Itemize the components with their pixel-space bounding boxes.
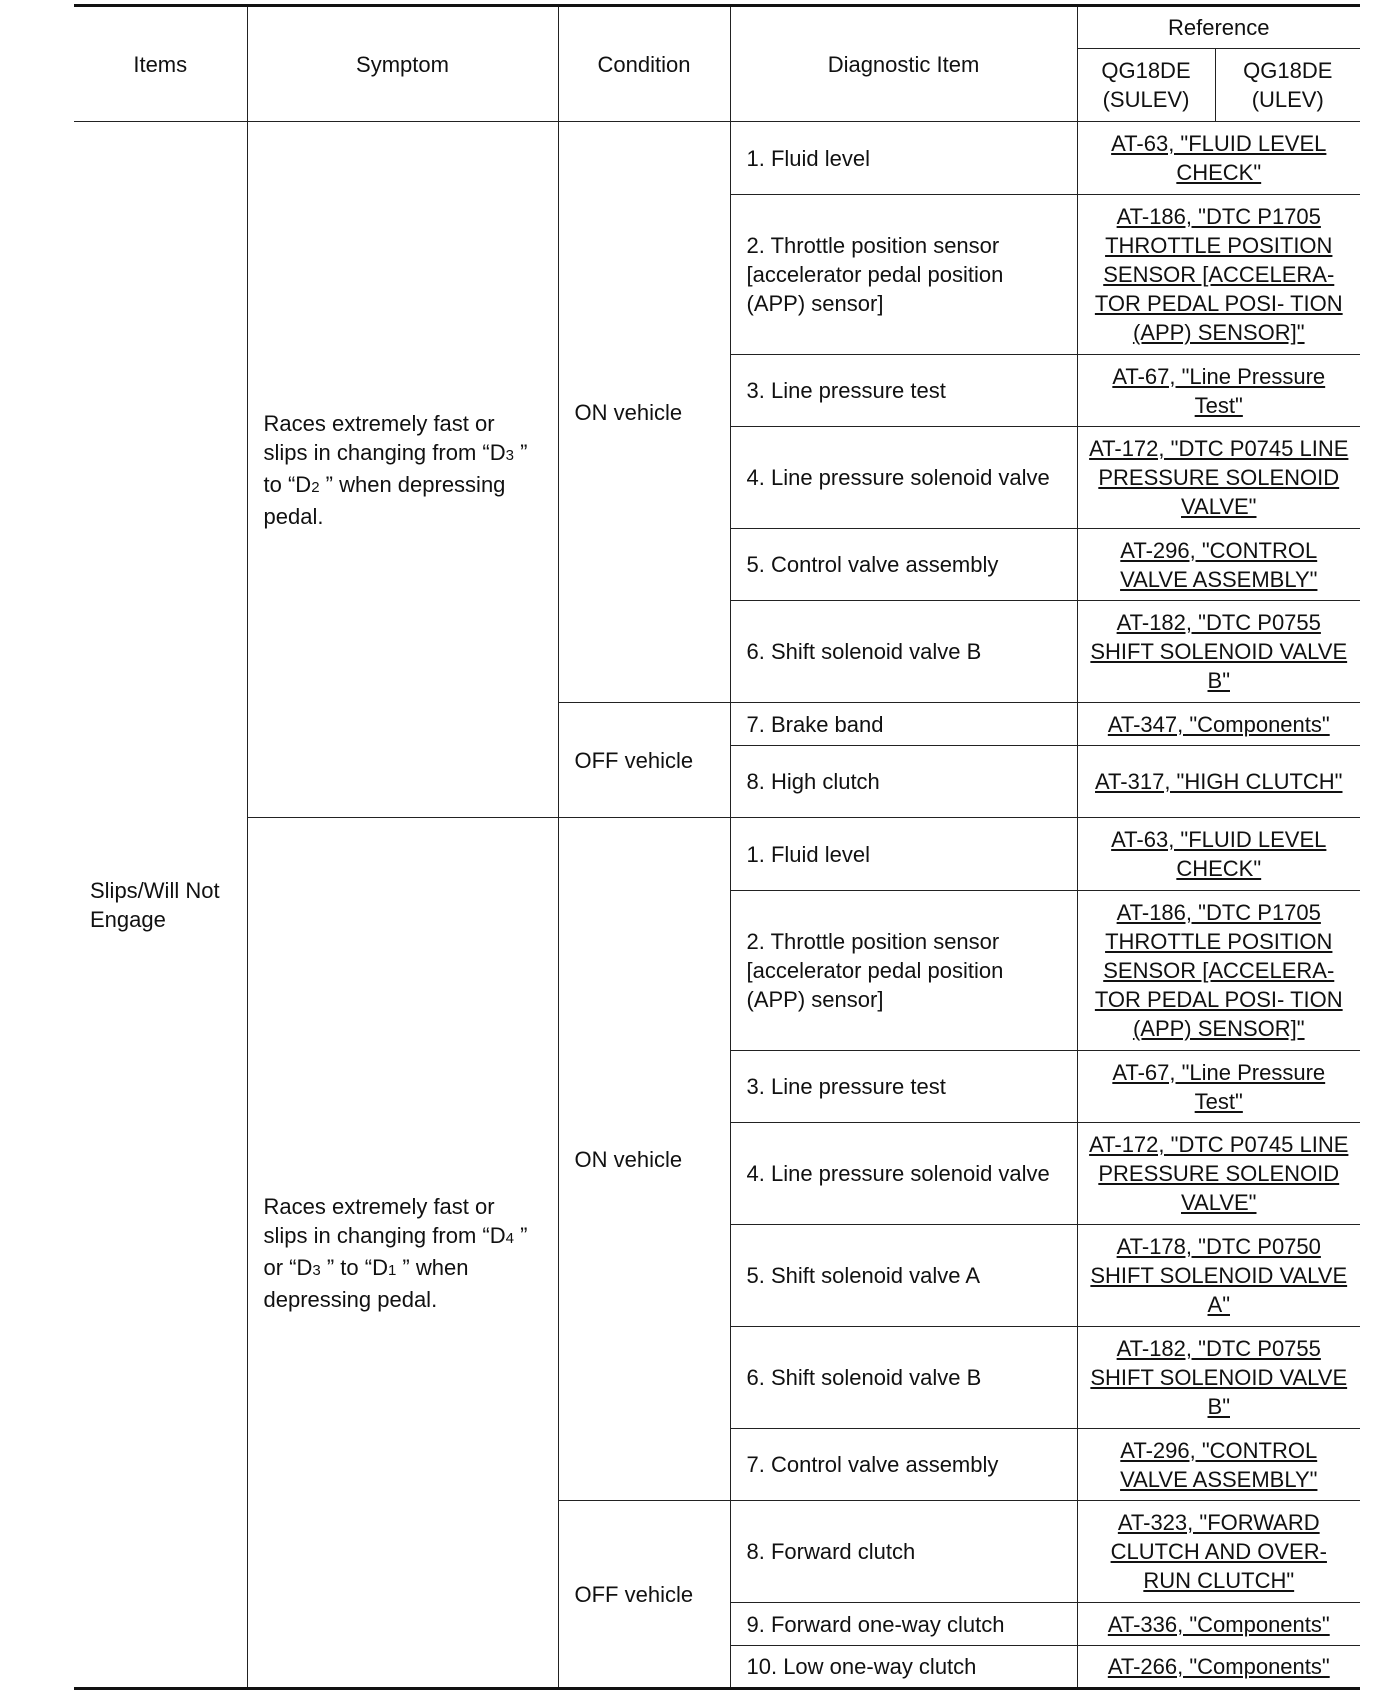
diagnostic-item: 3. Line pressure test — [730, 355, 1077, 427]
diagnostic-item: 2. Throttle position sensor [accelerator pedal position (APP) sensor] — [730, 891, 1077, 1051]
diagnostic-item: 9. Forward one-way clutch — [730, 1603, 1077, 1646]
condition-on-vehicle-2: ON vehicle — [558, 818, 730, 1501]
header-ulev: QG18DE (ULEV) — [1215, 49, 1360, 122]
diagnostic-item: 4. Line pressure solenoid valve — [730, 1123, 1077, 1225]
diagnostic-item: 5. Control valve assembly — [730, 529, 1077, 601]
reference-link[interactable]: AT-186, "DTC P1705 THROTTLE POSITION SENSOR [ACCELERA- TOR PEDAL POSI- TION (APP) SENSOR]" — [1077, 891, 1360, 1051]
diagnostic-item: 1. Fluid level — [730, 818, 1077, 891]
reference-link[interactable]: AT-182, "DTC P0755 SHIFT SOLENOID VALVE B" — [1077, 1327, 1360, 1429]
reference-link[interactable]: AT-172, "DTC P0745 LINE PRESSURE SOLENOID VALVE" — [1077, 1123, 1360, 1225]
reference-link[interactable]: AT-266, "Components" — [1077, 1646, 1360, 1689]
diagnostic-item: 6. Shift solenoid valve B — [730, 601, 1077, 703]
header-symptom: Symptom — [247, 6, 558, 122]
diagnostic-item: 10. Low one-way clutch — [730, 1646, 1077, 1689]
condition-off-vehicle-1: OFF vehicle — [558, 703, 730, 818]
diagnostic-item: 8. High clutch — [730, 746, 1077, 818]
diagnosis-table — [74, 4, 1360, 1690]
diagnostic-item: 6. Shift solenoid valve B — [730, 1327, 1077, 1429]
reference-link[interactable]: AT-186, "DTC P1705 THROTTLE POSITION SENSOR [ACCELERA- TOR PEDAL POSI- TION (APP) SENSOR]" — [1077, 195, 1360, 355]
reference-link[interactable]: AT-67, "Line Pressure Test" — [1077, 355, 1360, 427]
symptom-group-1: Races extremely fast or slips in changing from “D3 ” to “D2 ” when depressing pedal. — [247, 122, 558, 818]
header-diagnostic-item: Diagnostic Item — [730, 6, 1077, 122]
header-items: Items — [74, 6, 247, 122]
reference-link[interactable]: AT-172, "DTC P0745 LINE PRESSURE SOLENOID VALVE" — [1077, 427, 1360, 529]
reference-link[interactable]: AT-317, "HIGH CLUTCH" — [1077, 746, 1360, 818]
reference-link[interactable]: AT-182, "DTC P0755 SHIFT SOLENOID VALVE B" — [1077, 601, 1360, 703]
diagnostic-item: 2. Throttle position sensor [accelerator pedal position (APP) sensor] — [730, 195, 1077, 355]
reference-link[interactable]: AT-63, "FLUID LEVEL CHECK" — [1077, 122, 1360, 195]
diagnostic-item: 1. Fluid level — [730, 122, 1077, 195]
condition-off-vehicle-2: OFF vehicle — [558, 1501, 730, 1689]
symptom-group-2: Races extremely fast or slips in changing from “D4 ” or “D3 ” to “D1 ” when depressing pedal. — [247, 818, 558, 1689]
reference-link[interactable]: AT-323, "FORWARD CLUTCH AND OVER- RUN CLUTCH" — [1077, 1501, 1360, 1603]
reference-link[interactable]: AT-67, "Line Pressure Test" — [1077, 1051, 1360, 1123]
reference-link[interactable]: AT-347, "Components" — [1077, 703, 1360, 746]
diagnostic-item: 8. Forward clutch — [730, 1501, 1077, 1603]
header-reference: Reference — [1077, 6, 1360, 49]
reference-link[interactable]: AT-296, "CONTROL VALVE ASSEMBLY" — [1077, 1429, 1360, 1501]
item-label: Slips/Will Not Engage — [74, 122, 247, 1689]
reference-link[interactable]: AT-296, "CONTROL VALVE ASSEMBLY" — [1077, 529, 1360, 601]
diagnostic-item: 4. Line pressure solenoid valve — [730, 427, 1077, 529]
condition-on-vehicle-1: ON vehicle — [558, 122, 730, 703]
header-condition: Condition — [558, 6, 730, 122]
reference-link[interactable]: AT-336, "Components" — [1077, 1603, 1360, 1646]
diagnostic-item: 3. Line pressure test — [730, 1051, 1077, 1123]
reference-link[interactable]: AT-63, "FLUID LEVEL CHECK" — [1077, 818, 1360, 891]
diagnostic-item: 5. Shift solenoid valve A — [730, 1225, 1077, 1327]
diagnostic-item: 7. Control valve assembly — [730, 1429, 1077, 1501]
reference-link[interactable]: AT-178, "DTC P0750 SHIFT SOLENOID VALVE A" — [1077, 1225, 1360, 1327]
diagnostic-item: 7. Brake band — [730, 703, 1077, 746]
header-sulev: QG18DE (SULEV) — [1077, 49, 1215, 122]
